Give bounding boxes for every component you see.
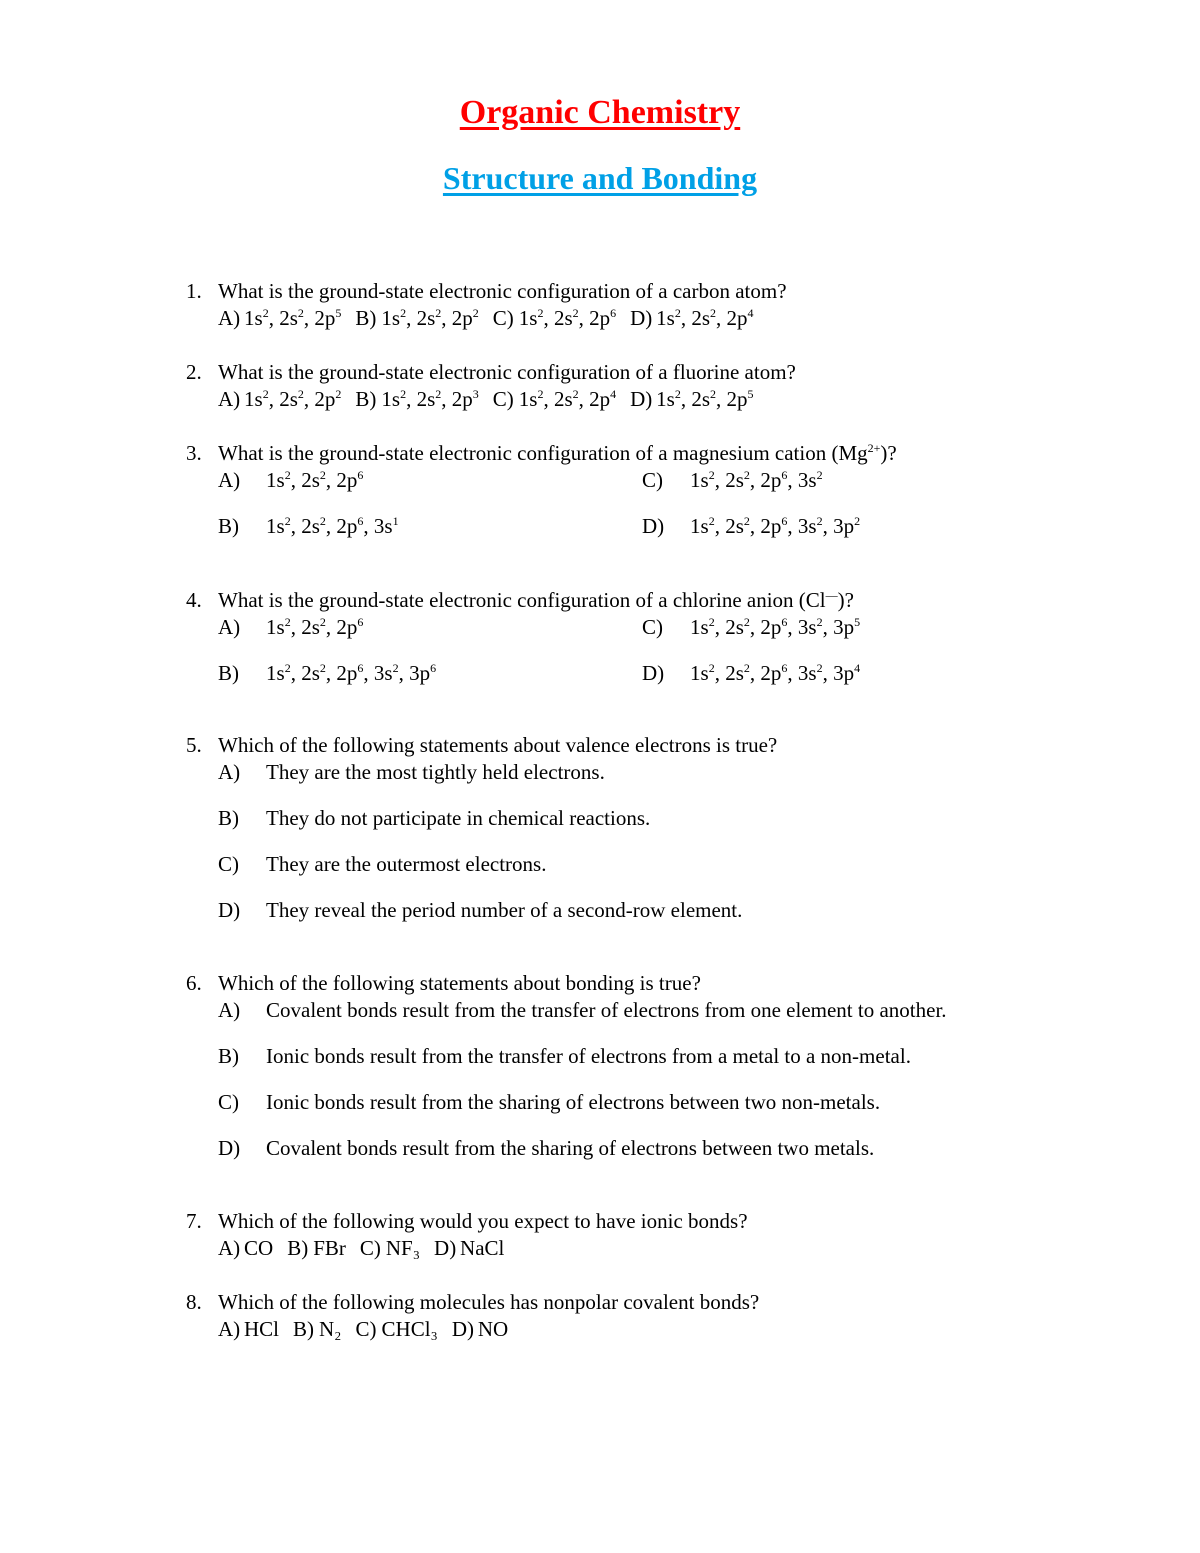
- electron-count: 6: [781, 661, 788, 675]
- answer-option: [218, 1135, 947, 1181]
- orbital-text: 1s: [266, 468, 285, 492]
- electron-count: 2: [674, 387, 681, 401]
- answer-option: [452, 1316, 508, 1343]
- question-text: What is the ground-state electronic configuration of a fluorine atom?: [218, 360, 796, 384]
- electron-count: 2: [400, 306, 407, 320]
- option-letter: C): [642, 468, 663, 492]
- orbital-text: , 2p: [303, 306, 336, 330]
- electron-count: 2: [435, 306, 442, 320]
- electron-count: 2: [743, 468, 750, 482]
- orbital-text: , 2s: [543, 387, 573, 411]
- electron-count: 2: [262, 387, 269, 401]
- question-text: What is the ground-state electronic configuration of a chlorine anion (Cl: [218, 588, 826, 612]
- electron-count: 2: [319, 615, 326, 629]
- option-letter: B): [287, 1236, 309, 1260]
- option-letter: A): [218, 1317, 241, 1341]
- electron-count: 6: [357, 468, 364, 482]
- answer-option: [642, 614, 860, 641]
- option-letter: B): [355, 387, 377, 411]
- orbital-text: 1s: [381, 387, 401, 411]
- answer-option: [218, 467, 363, 494]
- question-number: 1.: [186, 279, 202, 303]
- question-number: 2.: [186, 360, 202, 384]
- orbital-text: , 2s: [406, 306, 436, 330]
- answer-option: [218, 614, 363, 641]
- option-letter: A): [218, 387, 241, 411]
- page-title: Organic Chemistry: [459, 94, 741, 131]
- option-letter: A): [218, 1236, 241, 1260]
- option-text: CHCl₃: [381, 1317, 438, 1341]
- orbital-text: 1s: [656, 306, 675, 330]
- answer-options: [186, 386, 796, 413]
- option-text: Ionic bonds result from the transfer of electrons from a metal to a non-metal.: [266, 1044, 911, 1068]
- option-text: They reveal the period number of a second-row element.: [266, 898, 743, 922]
- option-text: NaCl: [460, 1236, 505, 1260]
- question-text: Which of the following would you expect to have ionic bonds?: [218, 1209, 748, 1233]
- option-letter: C): [355, 1317, 377, 1341]
- electron-count: 2: [297, 306, 304, 320]
- question-5: [186, 732, 777, 943]
- electron-count: 2: [297, 387, 304, 401]
- question-text: Which of the following statements about valence electrons is true?: [218, 733, 778, 757]
- page-subtitle: Structure and Bonding: [442, 160, 758, 196]
- option-letter: B): [293, 1317, 315, 1341]
- orbital-text: , 3s: [787, 615, 817, 639]
- electron-count: 2: [472, 306, 479, 320]
- option-letter: D): [630, 387, 653, 411]
- question-8: [186, 1289, 759, 1343]
- electron-count: 2: [319, 468, 326, 482]
- answer-option: [218, 1043, 947, 1089]
- electron-count: 5: [335, 306, 342, 320]
- electron-count: 4: [610, 387, 617, 401]
- option-letter: D): [218, 898, 241, 922]
- orbital-text: 1s: [266, 661, 285, 685]
- orbital-text: , 2p: [716, 306, 748, 330]
- electron-count: 2: [743, 661, 750, 675]
- answer-options: [218, 467, 1038, 540]
- answer-options: [186, 1316, 759, 1343]
- electron-count: 6: [357, 661, 364, 675]
- option-letter: B): [355, 306, 377, 330]
- orbital-text: 1s: [518, 387, 538, 411]
- orbital-text: , 2s: [543, 306, 573, 330]
- electron-count: 2: [262, 306, 269, 320]
- answer-option: [434, 1235, 504, 1262]
- option-letter: D): [642, 514, 665, 538]
- answer-options: [186, 997, 947, 1181]
- orbital-text: 1s: [266, 615, 285, 639]
- orbital-text: 1s: [381, 306, 401, 330]
- option-letter: A): [218, 998, 241, 1022]
- answer-option: [293, 1316, 342, 1343]
- electron-count: 2: [537, 306, 544, 320]
- electron-count: 2: [392, 661, 399, 675]
- orbital-text: , 2p: [716, 387, 748, 411]
- electron-count: 2: [708, 615, 715, 629]
- answer-option: [630, 305, 753, 332]
- question-3: [186, 440, 1038, 540]
- orbital-text: , 2p: [441, 306, 473, 330]
- option-letter: C): [359, 1236, 381, 1260]
- answer-option: [642, 467, 823, 494]
- orbital-text: , 2p: [441, 387, 473, 411]
- orbital-text: , 3p: [822, 661, 855, 685]
- electron-count: 6: [430, 661, 437, 675]
- option-letter: C): [218, 1090, 239, 1114]
- answer-option: [218, 1235, 273, 1262]
- electron-count: 6: [781, 468, 788, 482]
- option-letter: C): [642, 615, 663, 639]
- orbital-text: , 2s: [268, 387, 298, 411]
- answer-option: [642, 660, 860, 687]
- orbital-text: , 2s: [290, 514, 320, 538]
- option-text: NF₃: [385, 1236, 421, 1260]
- option-letter: B): [218, 1044, 239, 1068]
- option-letter: A): [218, 468, 241, 492]
- orbital-text: , 2p: [325, 514, 358, 538]
- answer-option: [218, 759, 777, 805]
- electron-count: 2: [854, 514, 861, 528]
- orbital-text: 1s: [244, 306, 263, 330]
- answer-options: [218, 614, 1038, 687]
- charge-superscript: —: [825, 588, 838, 602]
- answer-option: [218, 851, 777, 897]
- question-text: What is the ground-state electronic configuration of a magnesium cation (Mg: [218, 441, 868, 465]
- answer-option: [493, 305, 616, 332]
- question-number: 3.: [186, 441, 202, 465]
- orbital-text: , 3p: [822, 514, 855, 538]
- answer-option: [218, 660, 436, 687]
- answer-option: [218, 513, 399, 540]
- electron-count: 2: [284, 661, 291, 675]
- question-text: Which of the following statements about bonding is true?: [218, 971, 701, 995]
- orbital-text: , 3s: [787, 514, 817, 538]
- answer-options: [186, 759, 777, 943]
- option-letter: D): [434, 1236, 457, 1260]
- orbital-text: 1s: [690, 514, 709, 538]
- electron-count: 2: [435, 387, 442, 401]
- electron-count: 2: [816, 468, 823, 482]
- answer-option: [218, 1316, 279, 1343]
- option-text: They are the outermost electrons.: [266, 852, 547, 876]
- orbital-text: , 2p: [325, 468, 358, 492]
- answer-option: [356, 1316, 438, 1343]
- orbital-text: , 2s: [680, 387, 710, 411]
- orbital-text: , 2p: [325, 661, 358, 685]
- electron-count: 6: [781, 514, 788, 528]
- electron-count: 2: [708, 468, 715, 482]
- orbital-text: , 3s: [787, 468, 817, 492]
- orbital-text: , 2s: [406, 387, 436, 411]
- option-letter: A): [218, 306, 241, 330]
- electron-count: 2: [708, 514, 715, 528]
- option-text: Covalent bonds result from the sharing of electrons between two metals.: [266, 1136, 875, 1160]
- orbital-text: , 2p: [749, 514, 782, 538]
- answer-options: [186, 1235, 748, 1262]
- electron-count: 6: [610, 306, 617, 320]
- orbital-text: , 3p: [822, 615, 855, 639]
- option-letter: D): [451, 1317, 475, 1341]
- option-text: NO: [477, 1317, 509, 1341]
- electron-count: 2: [816, 514, 823, 528]
- orbital-text: , 2s: [714, 514, 744, 538]
- orbital-text: , 2s: [290, 615, 320, 639]
- electron-count: 4: [854, 661, 861, 675]
- electron-count: 2: [674, 306, 681, 320]
- electron-count: 1: [392, 514, 399, 528]
- orbital-text: 1s: [244, 387, 263, 411]
- answer-option: [218, 386, 341, 413]
- orbital-text: , 2s: [680, 306, 710, 330]
- orbital-text: 1s: [656, 387, 675, 411]
- orbital-text: 1s: [266, 514, 285, 538]
- electron-count: 2: [572, 306, 579, 320]
- answer-option: [642, 513, 860, 540]
- orbital-text: , 2p: [325, 615, 358, 639]
- orbital-text: , 2s: [290, 468, 320, 492]
- electron-count: 2: [284, 514, 291, 528]
- option-letter: D): [642, 661, 665, 685]
- answer-option: [218, 805, 777, 851]
- electron-count: 2: [710, 387, 716, 401]
- electron-count: 2: [319, 514, 326, 528]
- answer-option: [493, 386, 616, 413]
- electron-count: 5: [854, 615, 861, 629]
- electron-count: 2: [284, 615, 291, 629]
- orbital-text: , 2p: [303, 387, 336, 411]
- electron-count: 4: [747, 306, 754, 320]
- question-number: 6.: [186, 971, 202, 995]
- orbital-text: , 2s: [268, 306, 298, 330]
- question-number: 4.: [186, 588, 202, 612]
- option-text: They are the most tightly held electrons.: [266, 760, 605, 784]
- orbital-text: , 2s: [714, 468, 744, 492]
- orbital-text: , 3p: [398, 661, 431, 685]
- electron-count: 2: [743, 615, 750, 629]
- question-7: [186, 1208, 748, 1262]
- option-letter: A): [218, 615, 241, 639]
- option-letter: C): [492, 306, 514, 330]
- option-text: FBr: [313, 1236, 346, 1260]
- question-6: [186, 970, 947, 1181]
- option-text: Covalent bonds result from the transfer of electrons from one element to another.: [266, 998, 947, 1022]
- electron-count: 2: [816, 615, 823, 629]
- option-letter: C): [492, 387, 514, 411]
- orbital-text: , 3s: [787, 661, 817, 685]
- question-text-end: )?: [880, 441, 897, 465]
- orbital-text: , 2p: [749, 661, 782, 685]
- answer-options: [186, 305, 787, 332]
- answer-option: [630, 386, 753, 413]
- answer-option: [218, 1089, 947, 1135]
- orbital-text: , 2s: [714, 615, 744, 639]
- electron-count: 6: [781, 615, 788, 629]
- answer-option: [287, 1235, 346, 1262]
- answer-option: [218, 897, 777, 943]
- orbital-text: , 3s: [363, 661, 393, 685]
- orbital-text: , 3s: [363, 514, 393, 538]
- electron-count: 2: [319, 661, 326, 675]
- electron-count: 2: [284, 468, 291, 482]
- option-letter: D): [218, 1136, 241, 1160]
- orbital-text: , 2s: [290, 661, 320, 685]
- option-letter: D): [630, 306, 653, 330]
- question-4: [186, 587, 1038, 687]
- option-text: They do not participate in chemical reactions.: [266, 806, 651, 830]
- option-letter: B): [218, 806, 239, 830]
- option-text: HCl: [244, 1317, 280, 1341]
- question-number: 7.: [186, 1209, 202, 1233]
- answer-option: [218, 997, 947, 1043]
- electron-count: 6: [357, 615, 364, 629]
- orbital-text: 1s: [690, 615, 709, 639]
- electron-count: 2: [816, 661, 823, 675]
- question-text: Which of the following molecules has nonpolar covalent bonds?: [218, 1290, 760, 1314]
- option-letter: B): [218, 514, 239, 538]
- answer-option: [218, 305, 341, 332]
- option-text: Ionic bonds result from the sharing of electrons between two non-metals.: [266, 1090, 881, 1114]
- orbital-text: , 2p: [749, 615, 782, 639]
- orbital-text: , 2p: [749, 468, 782, 492]
- option-text: CO: [244, 1236, 274, 1260]
- answer-option: [355, 305, 478, 332]
- electron-count: 2: [400, 387, 407, 401]
- option-letter: B): [218, 661, 239, 685]
- option-text: N₂: [319, 1317, 342, 1341]
- orbital-text: 1s: [690, 661, 709, 685]
- answer-option: [360, 1235, 420, 1262]
- electron-count: 3: [472, 387, 479, 401]
- orbital-text: , 2p: [578, 306, 611, 330]
- electron-count: 5: [747, 387, 754, 401]
- option-letter: A): [218, 760, 241, 784]
- orbital-text: , 2s: [714, 661, 744, 685]
- electron-count: 2: [743, 514, 750, 528]
- electron-count: 2: [708, 661, 715, 675]
- charge-superscript: 2+: [867, 441, 881, 455]
- electron-count: 6: [357, 514, 364, 528]
- orbital-text: 1s: [518, 306, 538, 330]
- question-1: [186, 278, 787, 332]
- option-letter: C): [218, 852, 239, 876]
- orbital-text: , 2p: [578, 387, 611, 411]
- orbital-text: 1s: [690, 468, 709, 492]
- electron-count: 2: [572, 387, 579, 401]
- electron-count: 2: [537, 387, 544, 401]
- question-text: What is the ground-state electronic configuration of a carbon atom?: [218, 279, 787, 303]
- electron-count: 2: [710, 306, 716, 320]
- question-number: 8.: [186, 1290, 202, 1314]
- answer-option: [355, 386, 478, 413]
- question-text-end: )?: [837, 588, 854, 612]
- question-number: 5.: [186, 733, 202, 757]
- electron-count: 2: [335, 387, 342, 401]
- question-2: [186, 359, 796, 413]
